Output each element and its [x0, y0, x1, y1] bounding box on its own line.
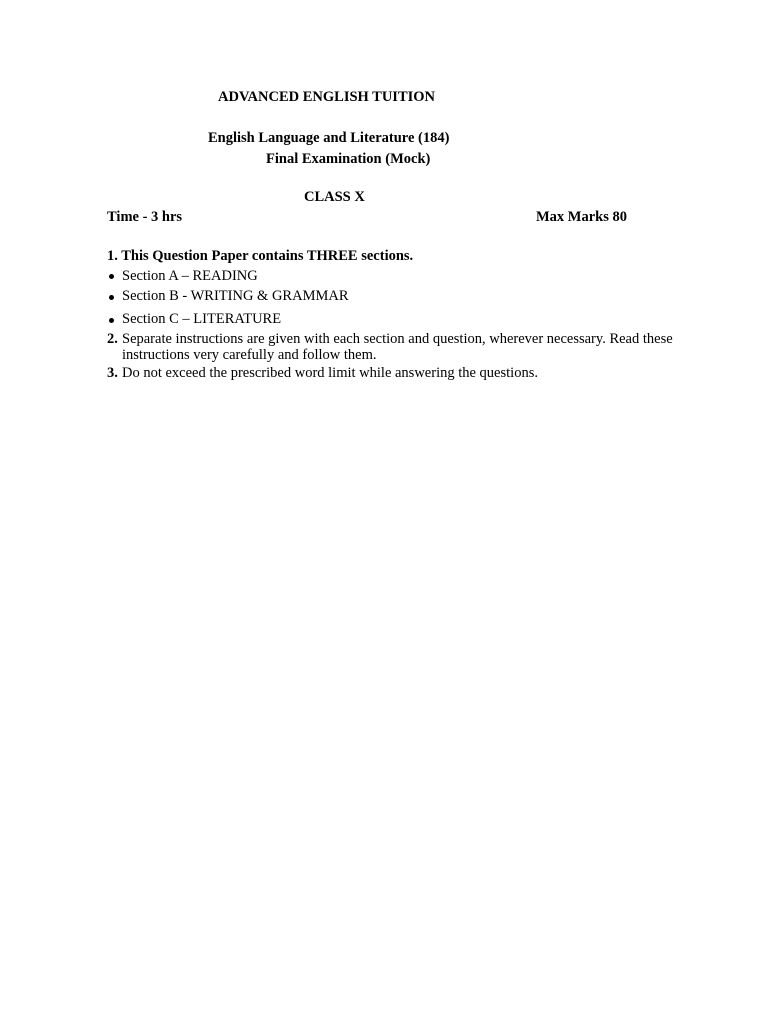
section-item-a: Section A – READING — [122, 268, 258, 284]
instruction-3-number: 3. — [107, 365, 118, 381]
instruction-2-line-2: instructions very carefully and follow them. — [122, 347, 377, 363]
subject-title: English Language and Literature (184) — [208, 130, 450, 146]
instruction-2-line-1: Separate instructions are given with each section and question, wherever necessary. Read these — [122, 331, 673, 347]
instruction-1-text: This Question Paper contains THREE sections. — [121, 248, 414, 264]
instruction-3-text: Do not exceed the prescribed word limit while answering the questions. — [122, 365, 538, 381]
instruction-1-number: 1. — [107, 248, 118, 264]
instruction-2-number: 2. — [107, 331, 118, 347]
section-item-c: Section C – LITERATURE — [122, 311, 282, 327]
bullet-icon — [109, 295, 114, 300]
exam-title: Final Examination (Mock) — [266, 151, 431, 167]
instruction-1 — [107, 248, 413, 265]
time-label: Time - 3 hrs — [107, 209, 183, 225]
class-label: CLASS X — [304, 189, 365, 205]
bullet-icon — [109, 274, 114, 279]
max-marks-label: Max Marks 80 — [536, 209, 628, 225]
section-item-b: Section B - WRITING & GRAMMAR — [122, 288, 349, 304]
institute-title: ADVANCED ENGLISH TUITION — [218, 89, 436, 105]
bullet-icon — [109, 318, 114, 323]
